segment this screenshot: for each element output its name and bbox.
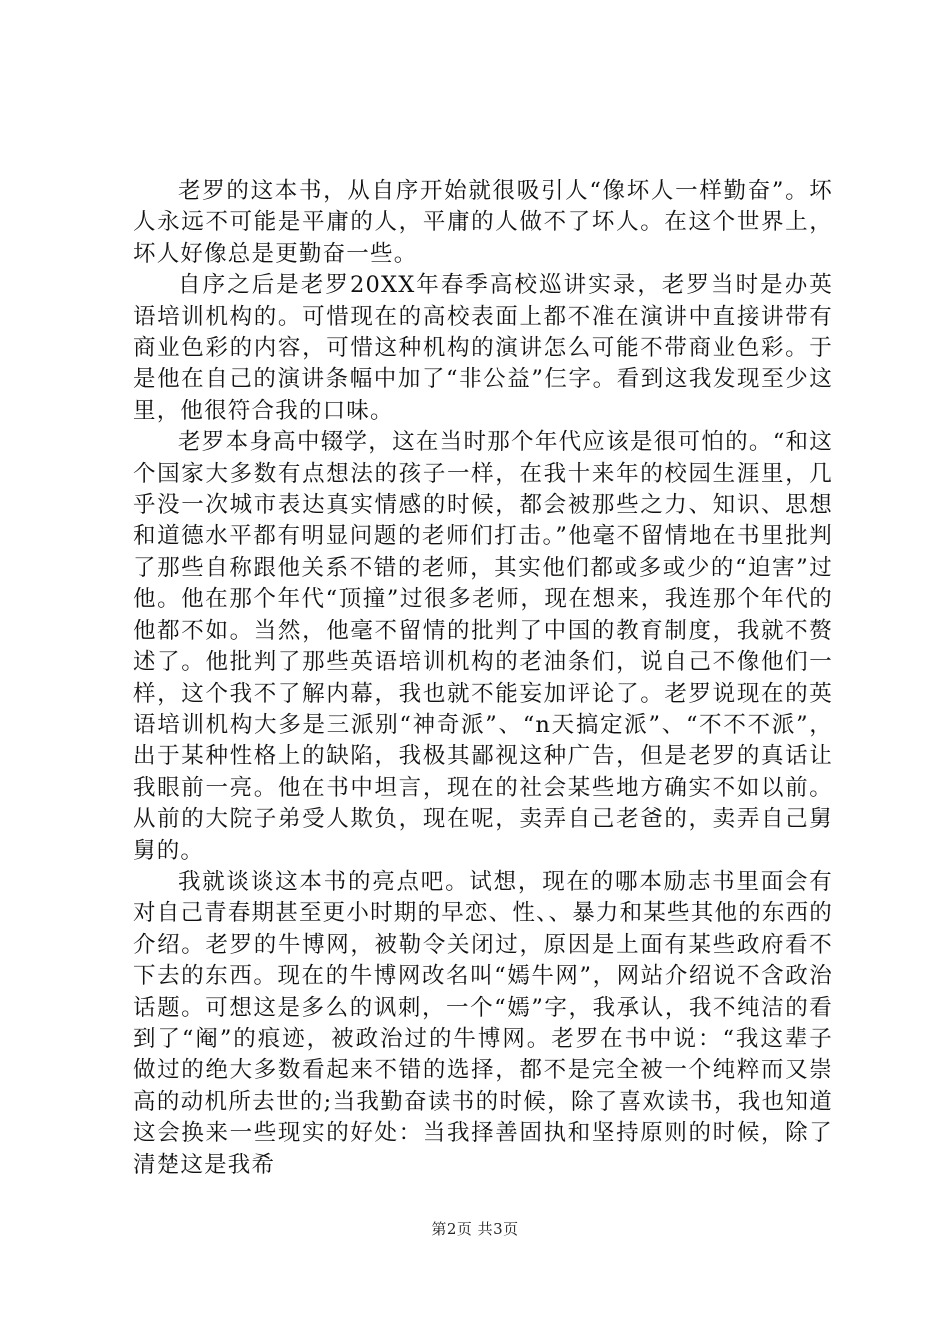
paragraph-4: 我就谈谈这本书的亮点吧。试想，现在的哪本励志书里面会有对自己青春期甚至更小时期的早恋、性、、暴力和某些其他的东西的介绍。老罗的牛博网，被勒令关闭过，原因是上面有某些政府看不下去的东西。现在的牛博网改名叫“嫣牛网”，网站介绍说不含政治话题。可想这是多么的讽刺，一个“嫣”字，我承认，我不纯洁的看到了“阉”的痕迹，被政治过的牛博网。老罗在书中说：“我这辈子做过的绝大多数看起来不错的选择，都不是完全被一个纯粹而又崇高的动机所去世的;当我勤奋读书的时候，除了喜欢读书，我也知道这会换来一些现实的好处：当我择善固执和坚持原则的时候，除了清楚这是我希 (133, 868, 833, 1178)
page-footer: 第2页 共3页 (431, 1220, 519, 1238)
paragraph-2: 自序之后是老罗20XX年春季高校巡讲实录，老罗当时是办英语培训机构的。可惜现在的高校表面上都不准在演讲中直接讲带有商业色彩的内容，可惜这种机构的演讲怎么可能不带商业色彩。于是他在自己的演讲条幅中加了“非公益”仨字。看到这我发现至少这里，他很符合我的口味。 (133, 272, 833, 424)
paragraph-3: 老罗本身高中辍学，这在当时那个年代应该是很可怕的。“和这个国家大多数有点想法的孩子一样，在我十来年的校园生涯里，几乎没一次城市表达真实情感的时候，都会被那些之力、知识、思想和道德水平都有明显问题的老师们打击。”他毫不留情地在书里批判了那些自称跟他关系不错的老师，其实他们都或多或少的“迫害”过他。他在那个年代“顶撞”过很多老师，现在想来，我连那个年代的他都不如。当然，他毫不留情的批判了中国的教育制度，我就不赘述了。他批判了那些英语培训机构的老油条们，说自己不像他们一样，这个我不了解内幕，我也就不能妄加评论了。老罗说现在的英语培训机构大多是三派别“神奇派”、“n天搞定派”、“不不不派”，出于某种性格上的缺陷，我极其鄙视这种广告，但是老罗的真话让我眼前一亮。他在书中坦言，现在的社会某些地方确实不如以前。从前的大院子弟受人欺负，现在呢，卖弄自己老爸的，卖弄自己舅舅的。 (133, 429, 833, 864)
paragraph-1: 老罗的这本书，从自序开始就很吸引人“像坏人一样勤奋”。坏人永远不可能是平庸的人，平庸的人做不了坏人。在这个世界上，坏人好像总是更勤奋一些。 (133, 178, 833, 267)
document-body (133, 176, 833, 1181)
